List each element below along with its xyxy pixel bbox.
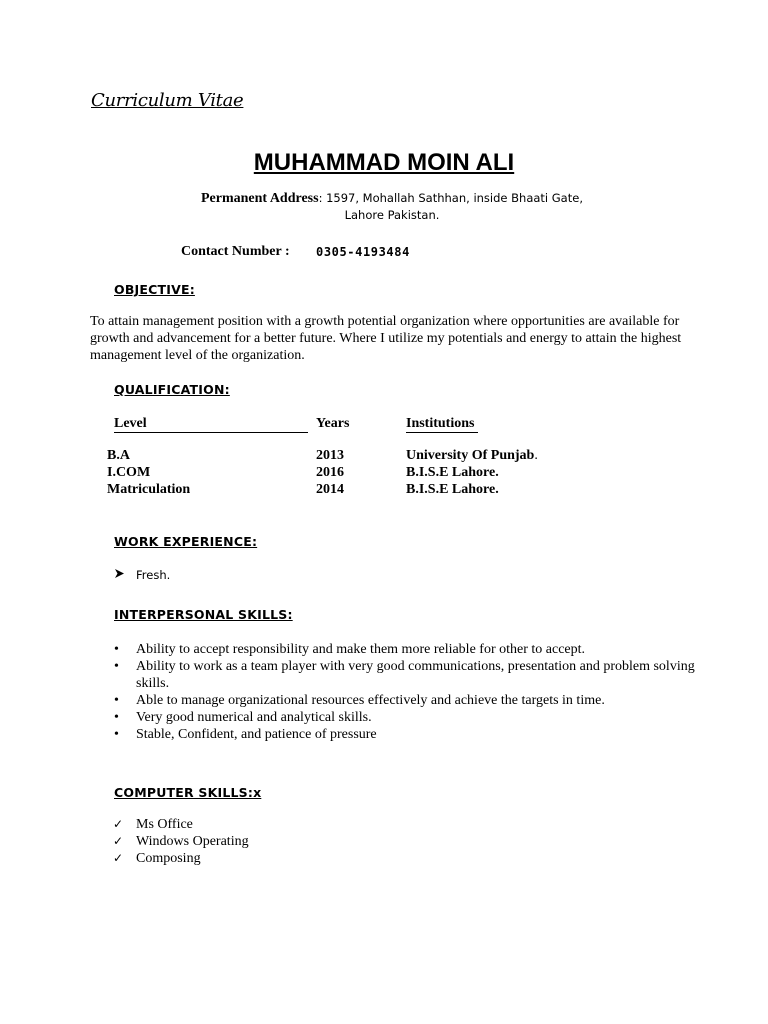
work-experience-item: Fresh. — [136, 568, 171, 582]
checkmark-icon: ✓ — [113, 851, 124, 865]
bullet-dot-icon: • — [114, 710, 119, 725]
qualification-row — [0, 464, 768, 481]
computer-skills-heading: COMPUTER SKILLS:x — [114, 785, 262, 800]
list-item: ✓ Windows Operating — [113, 834, 249, 849]
document-title: Curriculum Vitae — [91, 90, 244, 111]
qualification-institution: University Of Punjab. — [406, 448, 538, 463]
address-label: Permanent Address — [201, 191, 319, 206]
list-item: ✓ Ms Office — [113, 817, 193, 832]
qualification-level: Matriculation — [107, 482, 191, 497]
computer-skills-list — [0, 816, 768, 867]
qualification-level: I.COM — [107, 465, 151, 480]
column-header-level: Level — [114, 415, 308, 433]
list-item: • Very good numerical and analytical skills. — [114, 710, 372, 725]
bullet-dot-icon: • — [114, 642, 119, 657]
permanent-address — [182, 190, 602, 224]
contact-label: Contact Number : — [181, 244, 290, 259]
contact-number: 0305-4193484 — [316, 245, 410, 259]
list-item: • Able to manage organizational resources effectively and achieve the targets in time. — [114, 693, 605, 708]
interpersonal-skills-list — [0, 641, 768, 743]
list-item: • Ability to accept responsibility and make them more reliable for other to accept. — [114, 642, 586, 657]
qualification-year: 2013 — [316, 448, 344, 463]
qualification-row — [0, 481, 768, 498]
list-item — [114, 566, 171, 583]
address-value: : 1597, Mohallah Sathhan, inside Bhaati Gate, Lahore Pakistan. — [318, 191, 583, 222]
arrow-bullet-icon — [114, 567, 125, 582]
candidate-name: MUHAMMAD MOIN ALI — [253, 149, 515, 176]
list-item: • Stable, Confident, and patience of pressure — [114, 727, 377, 742]
qualification-year: 2014 — [316, 482, 344, 497]
qualification-level: B.A — [107, 448, 130, 463]
interpersonal-skills-heading: INTERPERSONAL SKILLS: — [114, 607, 293, 622]
checkmark-icon: ✓ — [113, 834, 124, 848]
column-header-institutions: Institutions — [406, 415, 478, 433]
checkmark-icon: ✓ — [113, 817, 124, 831]
objective-heading: OBJECTIVE: — [114, 282, 195, 297]
qualification-row — [0, 447, 768, 464]
column-header-years: Years — [316, 416, 350, 431]
work-experience-heading: WORK EXPERIENCE: — [114, 534, 258, 549]
qualification-year: 2016 — [316, 465, 344, 480]
objective-text: To attain management position with a growth potential organization where opportunities are available for growth and advancement for a better future. Where I utilize my potentials and energy to attain the highest management level of the organization. — [90, 314, 682, 363]
list-item: • Ability to work as a team player with very good communications, presentation and problem solving skills. — [114, 659, 695, 691]
bullet-dot-icon: • — [114, 693, 119, 708]
qualification-institution: B.I.S.E Lahore. — [406, 465, 499, 480]
bullet-dot-icon: • — [114, 727, 119, 742]
qualification-heading: QUALIFICATION: — [114, 382, 230, 397]
qualification-institution: B.I.S.E Lahore. — [406, 482, 499, 497]
list-item: ✓ Composing — [113, 851, 201, 866]
bullet-dot-icon: • — [114, 659, 119, 674]
